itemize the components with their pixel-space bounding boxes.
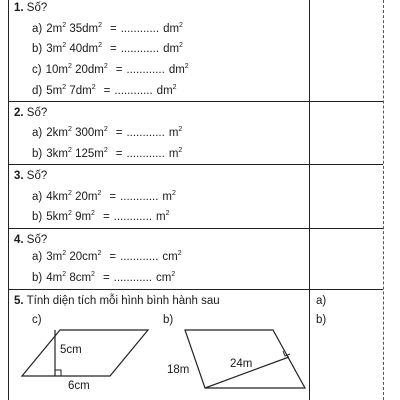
answer-blank: ............ (120, 23, 160, 35)
answer-blank: ............ (120, 251, 159, 263)
target-unit: cm (162, 251, 178, 263)
exponent: 2 (177, 250, 182, 257)
exponent: 2 (171, 271, 176, 278)
answer-blank: ............ (120, 191, 159, 203)
target-unit: m (168, 127, 179, 139)
exponent: 2 (178, 126, 183, 133)
second-quantity: 35dm (66, 23, 99, 35)
answer-blank: ............ (114, 85, 153, 97)
item-label: a) (32, 23, 43, 35)
first-quantity: 3m (46, 251, 63, 263)
figure-c-label: c) (32, 314, 42, 326)
item-label: b) (32, 148, 43, 160)
answer-blank: ............ (113, 211, 153, 223)
second-quantity: 40dm (66, 43, 99, 55)
figure-b-label: b) (163, 314, 174, 326)
item-label: b) (32, 43, 43, 55)
equals-sign: = (110, 43, 117, 55)
question-2-heading: 2. Số? (14, 107, 48, 119)
first-quantity: 10m (45, 64, 68, 76)
exponent: 2 (62, 250, 67, 257)
first-quantity: 4m (46, 272, 63, 284)
question-3-heading: 3. Số? (14, 170, 48, 182)
second-quantity: 20cm (66, 251, 98, 263)
first-quantity: 3km (46, 148, 68, 160)
right-angle-mark (55, 370, 61, 376)
exponent: 2 (62, 22, 67, 29)
figure-c-height-label: 5cm (60, 344, 82, 356)
second-quantity: 125m (71, 148, 104, 160)
target-unit: m (162, 191, 173, 203)
exponent: 2 (91, 271, 95, 278)
figure-b-diag-label: 24m (230, 358, 253, 370)
second-quantity: 20m (71, 191, 98, 203)
answer-label-a: a) (316, 295, 327, 307)
answer-blank: ............ (120, 43, 160, 55)
equals-sign: = (110, 23, 117, 35)
exponent: 2 (67, 147, 72, 154)
item-label: d) (32, 85, 43, 97)
answer-label-b: b) (316, 314, 327, 326)
second-quantity: 7dm (66, 85, 92, 97)
first-quantity: 5m (46, 85, 63, 97)
answer-blank: ............ (126, 127, 165, 139)
item-label: a) (32, 127, 43, 139)
figure-c-base-label: 6cm (68, 380, 90, 392)
second-quantity: 8cm (66, 272, 92, 284)
exponent: 2 (91, 84, 96, 91)
exponent: 2 (184, 63, 189, 70)
question-5-heading: 5. Tính diện tích mỗi hình bình hành sau (14, 295, 220, 307)
second-quantity: 300m (71, 127, 104, 139)
equals-sign: = (109, 191, 117, 203)
first-quantity: 4km (46, 191, 68, 203)
first-quantity: 2km (46, 127, 68, 139)
first-quantity: 2m (46, 23, 63, 35)
item-label: b) (32, 211, 43, 223)
exponent: 2 (62, 271, 67, 278)
equals-sign: = (103, 85, 111, 97)
exponent: 2 (103, 126, 108, 133)
equals-sign: = (115, 148, 123, 160)
equals-sign: = (102, 272, 110, 284)
exponent: 2 (67, 63, 72, 70)
exponent: 2 (179, 22, 183, 29)
exponent: 2 (103, 147, 108, 154)
parallelogram-c-shape (22, 330, 148, 376)
answer-blank: ............ (113, 272, 153, 284)
exponent: 2 (62, 84, 67, 91)
exponent: 2 (172, 84, 177, 91)
target-unit: dm (168, 64, 185, 76)
question-4-heading: 4. Số? (14, 234, 48, 246)
first-quantity: 5km (46, 211, 68, 223)
equals-sign: = (102, 211, 110, 223)
equals-sign: = (115, 64, 123, 76)
exponent: 2 (97, 250, 102, 257)
exponent: 2 (67, 190, 72, 197)
exponent: 2 (67, 210, 72, 217)
exponent: 2 (91, 210, 95, 217)
exponent: 2 (179, 42, 183, 49)
first-quantity: 3m (46, 43, 63, 55)
item-label: c) (32, 64, 42, 76)
question-1-heading: 1. Số? (14, 2, 48, 14)
target-unit: m (156, 211, 166, 223)
exponent: 2 (165, 210, 170, 217)
exponent: 2 (97, 190, 102, 197)
exponent: 2 (98, 42, 102, 49)
exponent: 2 (98, 22, 102, 29)
item-label: b) (32, 272, 43, 284)
item-label: a) (32, 251, 43, 263)
target-unit: dm (156, 85, 173, 97)
second-quantity: 20dm (71, 64, 104, 76)
target-unit: m (168, 148, 179, 160)
answer-blank: ............ (126, 148, 165, 160)
second-quantity: 9m (71, 211, 92, 223)
equals-sign: = (115, 127, 123, 139)
target-unit: dm (163, 23, 180, 35)
item-label: a) (32, 191, 43, 203)
target-unit: cm (156, 272, 172, 284)
exponent: 2 (62, 42, 67, 49)
exponent: 2 (172, 190, 176, 197)
equals-sign: = (109, 251, 117, 263)
target-unit: dm (163, 43, 180, 55)
exponent: 2 (67, 126, 72, 133)
exponent: 2 (103, 63, 108, 70)
exponent: 2 (178, 147, 183, 154)
figure-b-side-label: 18m (167, 364, 190, 376)
answer-blank: ............ (126, 64, 165, 76)
